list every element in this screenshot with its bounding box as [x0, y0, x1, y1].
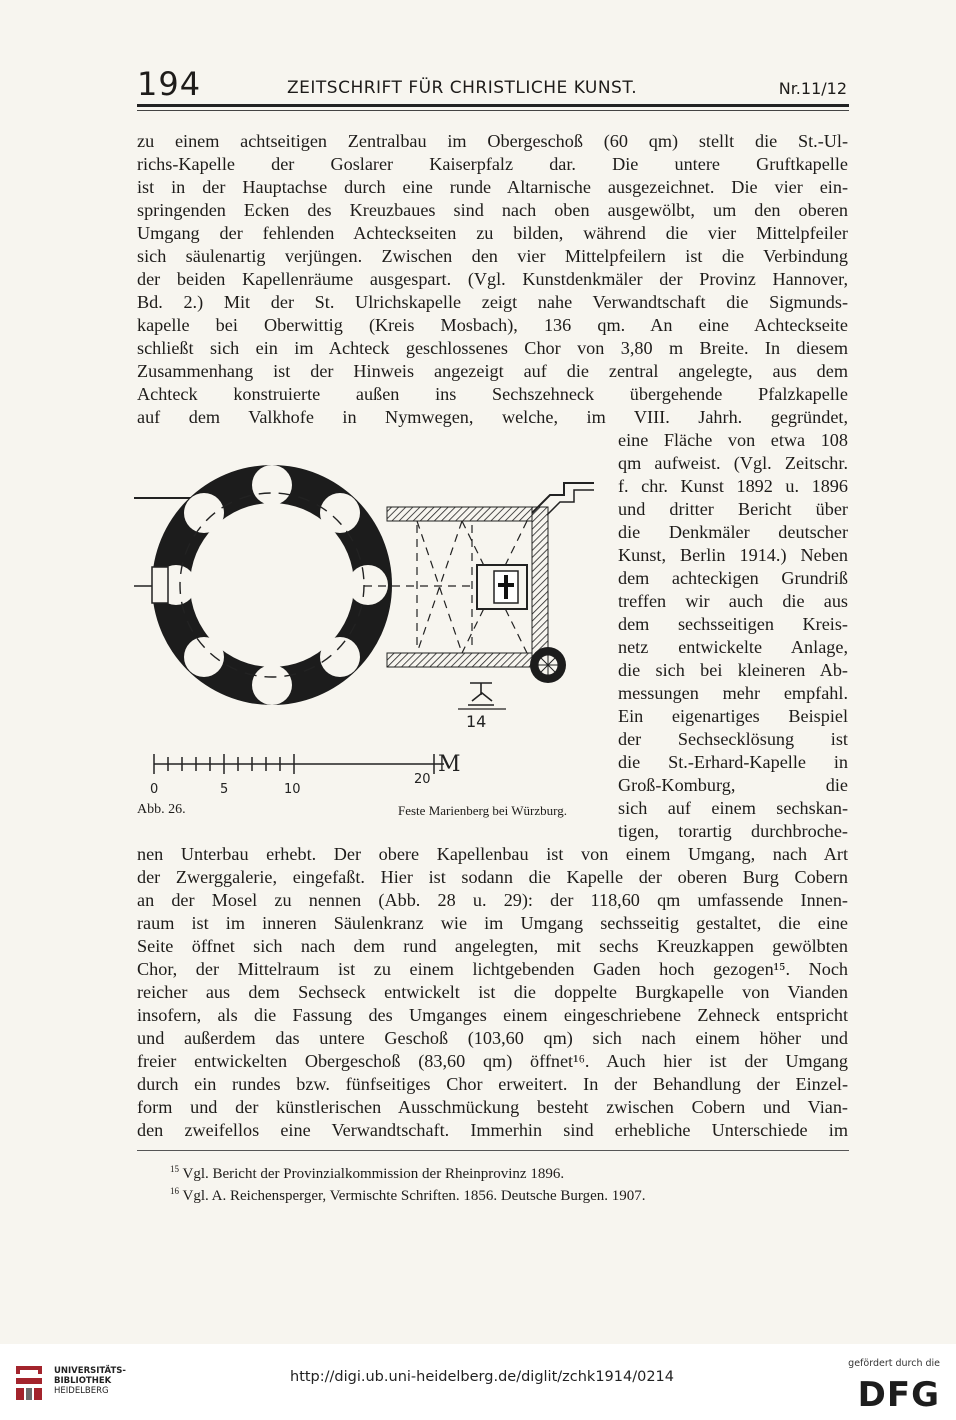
body-line: und außerdem das untere Geschoß (103,60 qm) sich nach einem höher und — [137, 1028, 848, 1048]
body-line: nen Unterbau erhebt. Der obere Kapellenbau ist von einem Umgang, nach Art — [137, 844, 848, 864]
body-line: an der Mosel zu nennen (Abb. 28 u. 29): der 118,60 qm umfassende Innen- — [137, 890, 848, 910]
body-line: insofern, als die Fassung des Umganges einem eingeschriebene Zehneck entspricht — [137, 1005, 848, 1025]
side-line: und dritter Bericht über — [618, 499, 848, 519]
body-line: reicher aus dem Sechseck entwickelt ist die doppelte Burgkapelle von Vianden — [137, 982, 848, 1002]
footnote-15 — [170, 1164, 564, 1183]
scale-label-20: 20 — [414, 772, 431, 787]
header-rule-thin — [137, 110, 849, 111]
body-line: richs-Kapelle der Goslarer Kaiserpfalz dar. Die untere Gruftkapelle — [137, 154, 848, 174]
body-line: den zweifellos eine Verwandtschaft. Immerhin sind erhebliche Unterschiede im — [137, 1120, 848, 1140]
side-line: f. chr. Kunst 1892 u. 1896 — [618, 476, 848, 496]
university-library-name — [54, 1367, 126, 1396]
side-line: treffen wir auch die aus — [618, 591, 848, 611]
body-line: Chor, der Mittelraum ist zu einem lichtgebenden Gaden hoch gezogen¹⁵. Noch — [137, 959, 848, 979]
footnote-text: Vgl. A. Reichensperger, Vermischte Schriften. 1856. Deutsche Burgen. 1907. — [182, 1188, 646, 1204]
body-line: Zusammenhang ist der Hinweis angezeigt auf die zentral angelegte, aus dem — [137, 361, 848, 381]
body-line: kapelle bei Oberwittig (Kreis Mosbach), 136 qm. An eine Achteckseite — [137, 315, 848, 335]
floor-plan-figure — [132, 455, 622, 815]
footnote-number: 16 — [170, 1186, 179, 1196]
body-line: Seite öffnet sich nach dem rund angelegten, mit sechs Kreuzkappen gewölbten — [137, 936, 848, 956]
page-header — [137, 66, 847, 102]
body-line: der beiden Kapellenräume ausgespart. (Vgl. Kunstdenkmäler der Provinz Hannover, — [137, 269, 848, 289]
side-line: eine Fläche von etwa 108 — [618, 430, 848, 450]
header-rule-thick — [137, 104, 849, 107]
body-line: durch ein rundes bzw. fünfseitiges Chor erweitert. In der Behandlung der Einzel- — [137, 1074, 848, 1094]
library-line-1: UNIVERSITÄTS- — [54, 1366, 126, 1376]
scale-label-10: 10 — [284, 782, 301, 797]
side-line: Ein eigenartiges Beispiel — [618, 706, 848, 726]
body-line: Bd. 2.) Mit der St. Ulrichskapelle zeigt nahe Verwandtschaft die Sigmunds- — [137, 292, 848, 312]
body-line: form und der künstlerischen Ausschmückung besteht zwischen Cobern und Vian- — [137, 1097, 848, 1117]
body-line: Umgang der fehlenden Achteckseiten zu bilden, während die vier Mittelpfeiler — [137, 223, 848, 243]
figure-caption-title: Feste Marienberg bei Würzburg. — [398, 803, 567, 818]
journal-title: ZEITSCHRIFT FÜR CHRISTLICHE KUNST. — [287, 78, 638, 98]
body-line: schließt sich ein im Achteck geschlossenes Chor von 3,80 m Breite. In diesem — [137, 338, 848, 358]
body-line: Achteck konstruierte außen ins Sechszehneck übergehende Pfalzkapelle — [137, 384, 848, 404]
library-line-2: BIBLIOTHEK — [54, 1375, 112, 1386]
side-line: netz entwickelte Anlage, — [618, 637, 848, 657]
body-line: sich säulenartig verjüngen. Zwischen den vier Mittelpfeilern ist die Verbindung — [137, 246, 848, 266]
body-line: auf dem Valkhofe in Nymwegen, welche, im VIII. Jahrh. gegründet, — [137, 407, 848, 427]
side-line: messungen mehr empfahl. — [618, 683, 848, 703]
side-line: dem sechsseitigen Kreis- — [618, 614, 848, 634]
body-line: freier entwickelten Obergeschoß (83,60 qm) öffnet¹⁶. Auch hier ist der Umgang — [137, 1051, 848, 1071]
university-library-logo-icon — [14, 1364, 44, 1402]
side-line: die Denkmäler deutscher — [618, 522, 848, 542]
floor-plan-drawing — [132, 455, 622, 815]
library-line-3: HEIDELBERG — [54, 1385, 109, 1396]
footnote-text: Vgl. Bericht der Provinzialkommission der Rheinprovinz 1896. — [182, 1166, 565, 1182]
body-line: der Zwerggalerie, eingefaßt. Hier ist sodann die Kapelle der oberen Burg Cobern — [137, 867, 848, 887]
issue-number: Nr.11/12 — [778, 79, 847, 98]
body-line: springenden Ecken des Kreuzbaues sind nach oben ausgewölbt, um den oberen — [137, 200, 848, 220]
side-line: Kunst, Berlin 1914.) Neben — [618, 545, 848, 565]
side-line: dem achteckigen Grundriß — [618, 568, 848, 588]
side-line: qm aufweist. (Vgl. Zeitschr. — [618, 453, 848, 473]
footnote-number: 15 — [170, 1164, 179, 1174]
figure-caption-number: Abb. 26. — [137, 802, 186, 817]
source-url-link[interactable]: http://digi.ub.uni-heidelberg.de/diglit/zchk1914/0214 — [290, 1369, 675, 1385]
body-line: ist in der Hauptachse durch eine runde Altarnische ausgezeichnet. Die vier ein- — [137, 177, 848, 197]
scale-label-0: 0 — [150, 782, 159, 797]
dfg-logo: DFG — [857, 1375, 940, 1415]
scale-label-5: 5 — [220, 782, 229, 797]
page-number: 194 — [137, 65, 202, 103]
scale-unit-label: M — [438, 752, 461, 777]
side-line: der Sechsecklösung ist — [618, 729, 848, 749]
side-line: sich auf einem sechskan- — [618, 798, 848, 818]
footnote-rule — [137, 1150, 849, 1151]
footnote-16 — [170, 1186, 646, 1205]
side-line: die St.-Erhard-Kapelle in — [618, 752, 848, 772]
body-line: raum ist im inneren Säulenkranz wie im Umgang sechsseitig gestaltet, die eine — [137, 913, 848, 933]
side-line: tigen, torartig durchbroche- — [618, 821, 848, 841]
plan-number-label: 14 — [466, 712, 487, 731]
funding-note: gefördert durch die — [848, 1358, 940, 1369]
body-line: zu einem achtseitigen Zentralbau im Obergeschoß (60 qm) stellt die St.-Ul- — [137, 131, 848, 151]
side-line: die sich bei kleineren Ab- — [618, 660, 848, 680]
side-line: Groß-Komburg, die — [618, 775, 848, 795]
